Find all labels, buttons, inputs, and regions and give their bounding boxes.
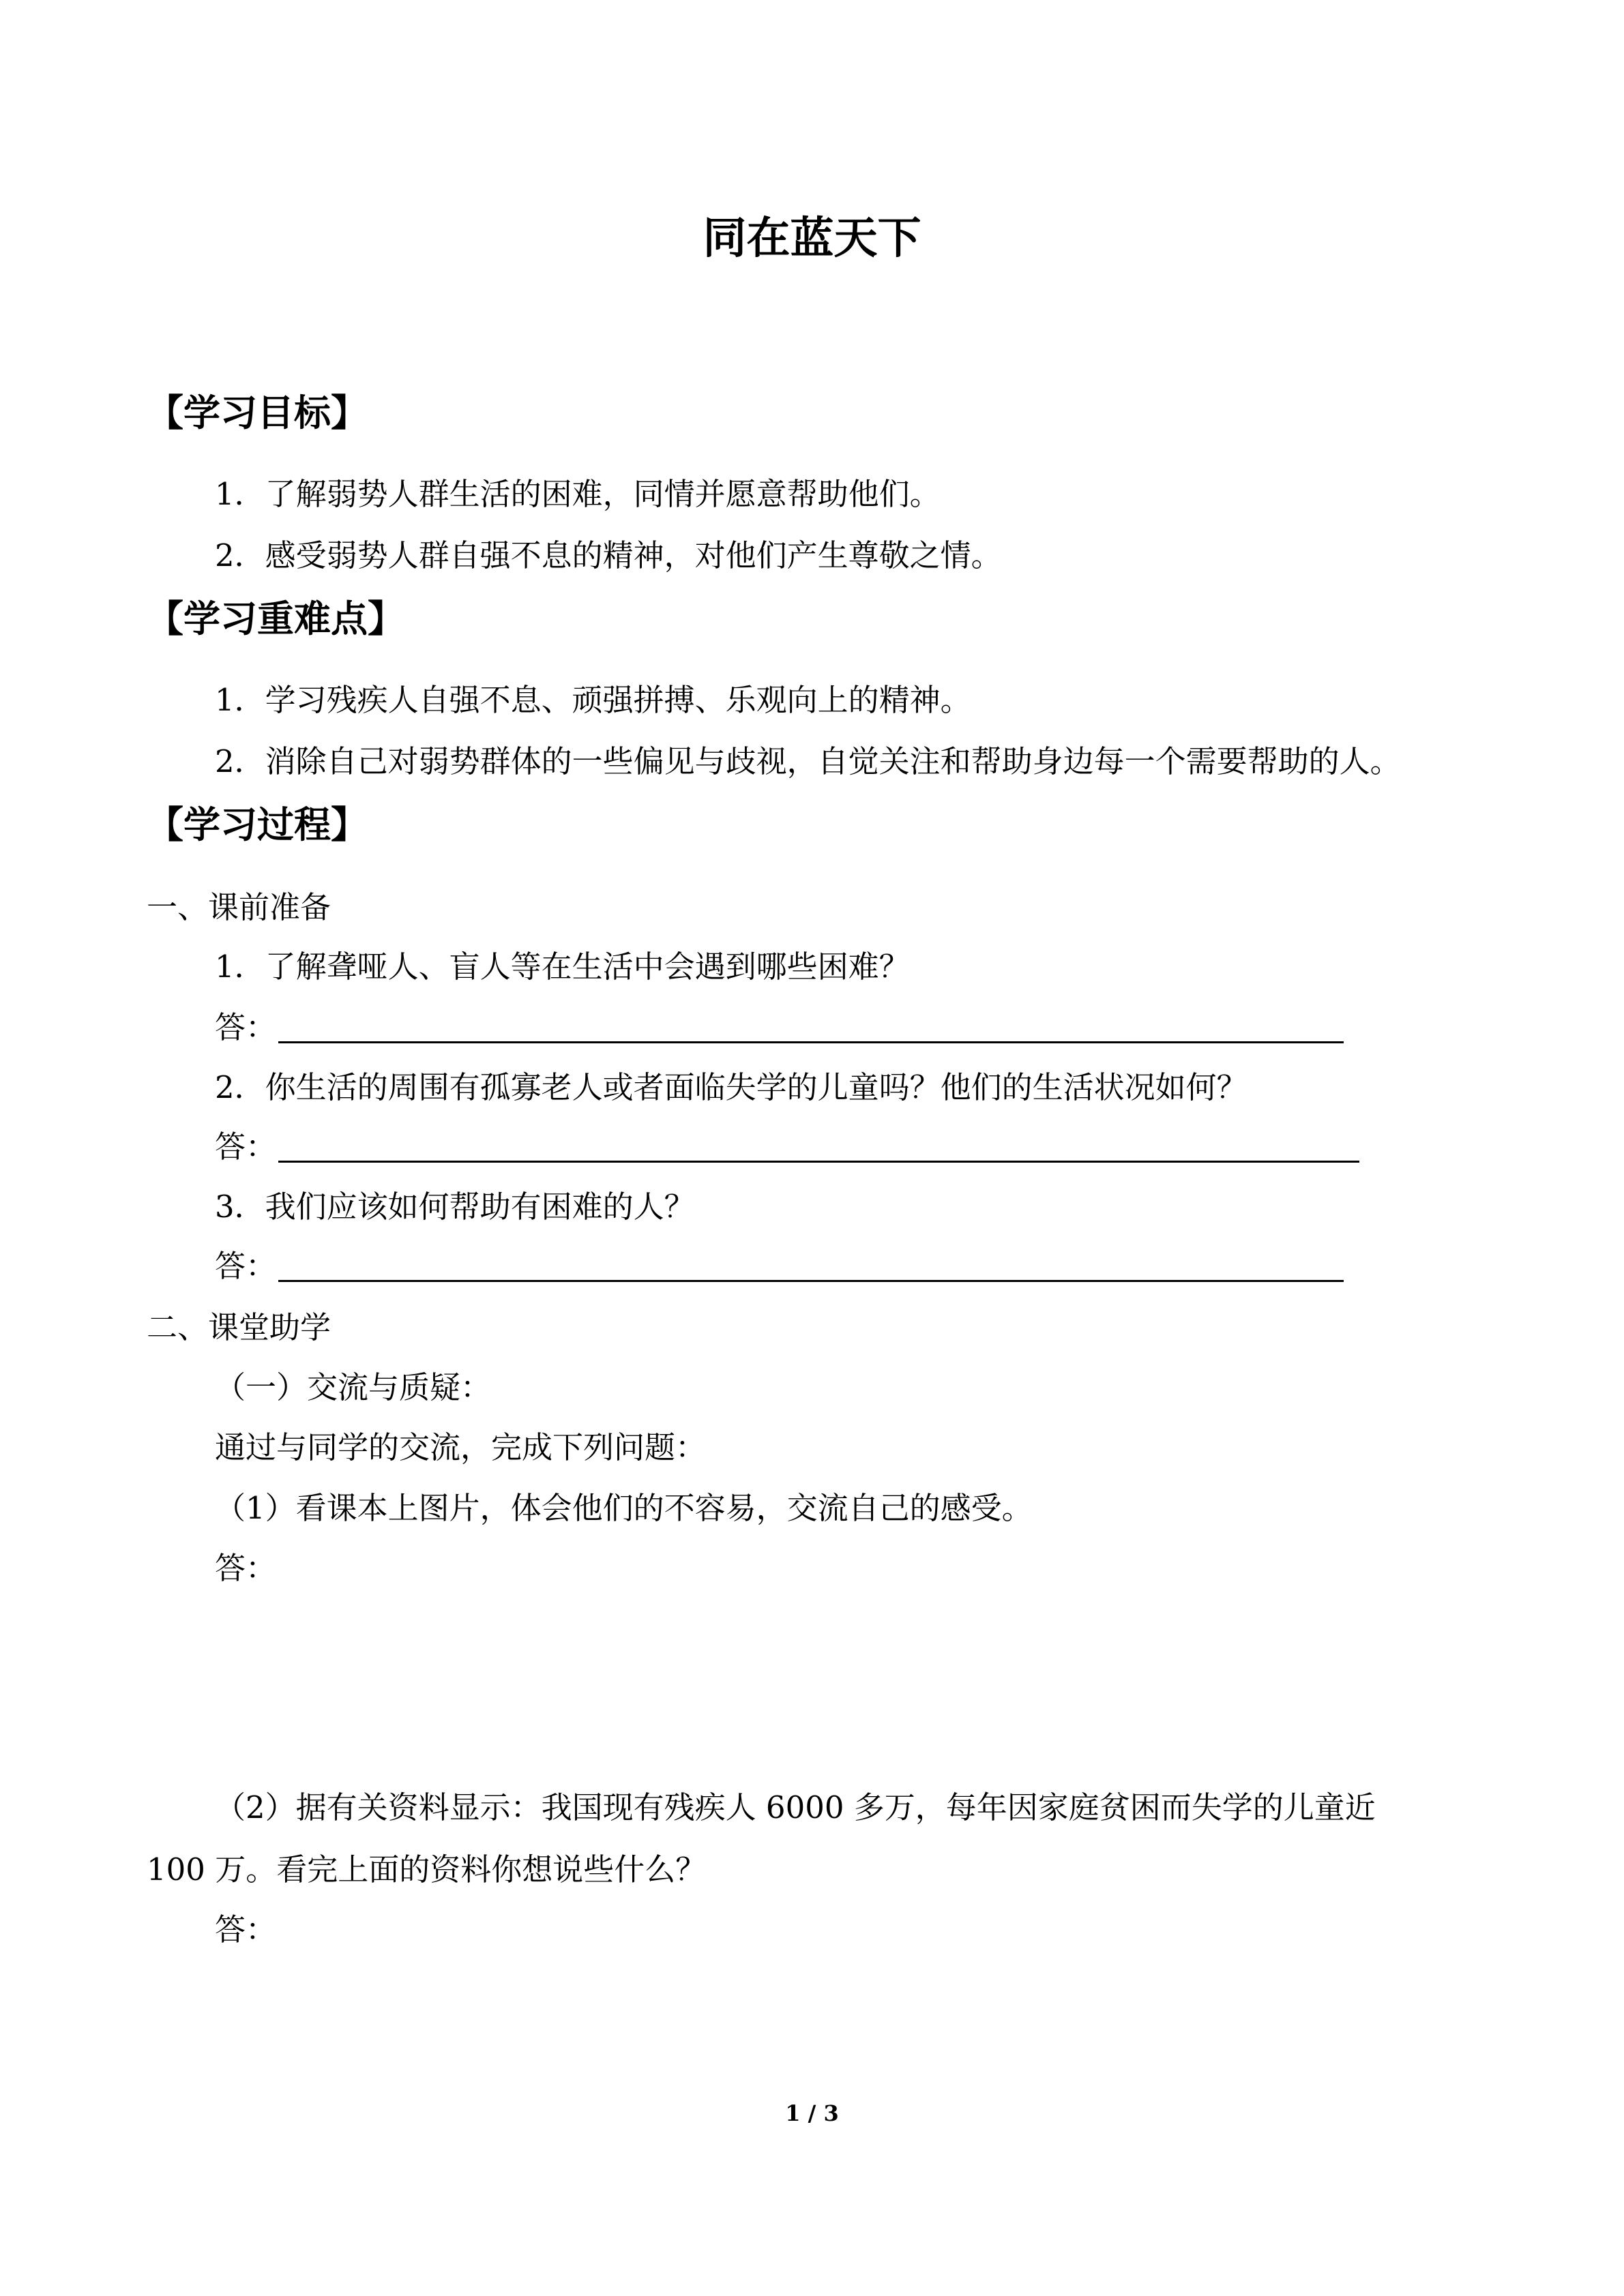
process-heading: 【学习过程】 xyxy=(147,803,368,846)
part2-title: 二、课堂助学 xyxy=(147,1309,331,1345)
part2-question-2-line-1: （2）据有关资料显示：我国现有残疾人 6000 多万，每年因家庭贫困而失学的儿童近 xyxy=(215,1789,1376,1825)
answer-line-2[interactable] xyxy=(278,1161,1359,1163)
key-point-item-1: 1．学习残疾人自强不息、顽强拼搏、乐观向上的精神。 xyxy=(215,682,971,718)
answer-label: 答： xyxy=(215,1129,277,1165)
part1-question-2: 2．你生活的周围有孤寡老人或者面临失学的儿童吗？他们的生活状况如何？ xyxy=(215,1069,1247,1105)
part2-subtitle: （一）交流与质疑： xyxy=(215,1369,492,1405)
answer-label: 答： xyxy=(215,1550,277,1586)
goal-item-1: 1．了解弱势人群生活的困难，同情并愿意帮助他们。 xyxy=(215,476,941,512)
part2-question-1: （1）看课本上图片，体会他们的不容易，交流自己的感受。 xyxy=(215,1490,1033,1526)
goal-item-2: 2．感受弱势人群自强不息的精神，对他们产生尊敬之情。 xyxy=(215,537,1002,573)
answer-label: 答： xyxy=(215,1009,277,1045)
page-number: 1 / 3 xyxy=(785,2100,839,2126)
part1-question-3: 3．我们应该如何帮助有困难的人？ xyxy=(215,1189,695,1225)
answer-label: 答： xyxy=(215,1911,277,1948)
answer-line-3[interactable] xyxy=(278,1280,1344,1282)
key-point-item-2: 2．消除自己对弱势群体的一些偏见与歧视，自觉关注和帮助身边每一个需要帮助的人。 xyxy=(215,743,1401,779)
page-title: 同在蓝天下 xyxy=(703,213,921,264)
goals-heading: 【学习目标】 xyxy=(147,391,368,434)
part1-question-1: 1．了解聋哑人、盲人等在生活中会遇到哪些困难？ xyxy=(215,949,910,985)
part2-question-2-line-2: 100 万。看完上面的资料你想说些什么？ xyxy=(147,1851,707,1888)
answer-label: 答： xyxy=(215,1248,277,1284)
key-points-heading: 【学习重难点】 xyxy=(147,597,404,640)
part2-intro: 通过与同学的交流，完成下列问题： xyxy=(215,1429,707,1465)
part1-title: 一、课前准备 xyxy=(147,889,331,925)
answer-line-1[interactable] xyxy=(278,1041,1344,1043)
